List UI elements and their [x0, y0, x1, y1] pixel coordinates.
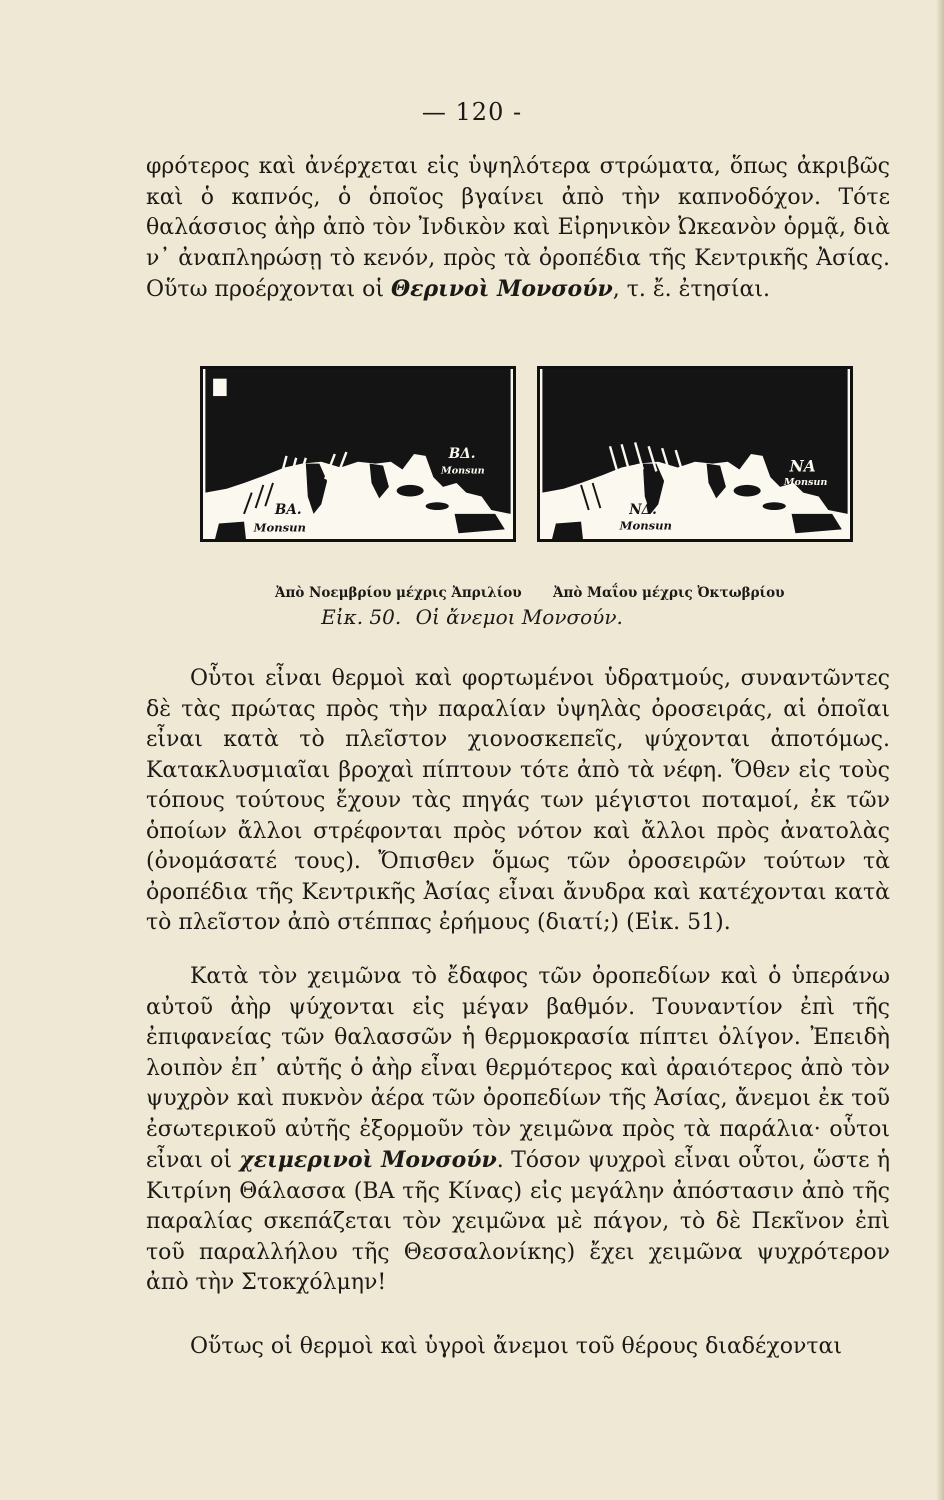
paragraph-4: Οὕτως οἱ θερμοὶ καὶ ὑγροὶ ἄνεμοι τοῦ θέρους διαδέχονται	[190, 1334, 843, 1359]
asia-landmass	[205, 369, 510, 514]
europe-gap	[213, 379, 227, 396]
africa-tip	[552, 522, 583, 539]
indochina	[370, 464, 389, 499]
island	[734, 485, 761, 497]
indochina	[707, 464, 726, 499]
summer-monsoon-map-graphic	[540, 369, 850, 539]
paragraph-3-text-after: . Τόσον ψυχροὶ εἶναι οὗτοι, ὥστε ἡ Κιτρίνη Θάλασσα (ΒΑ τῆς Κίνας) εἰς μεγάλην ἀπόστασιν ἀπὸ τῆς παραλίας σκεπάζεται τὸν χειμῶνα μὲ πάγον, τὸ δὲ Πεκῖνον ἐπὶ τοῦ παραλλήλου τῆς Θεσσαλονίκης) ἔχει χειμῶνα ψυχρότερον ἀπὸ τὴν Στοκχόλμην!	[146, 1148, 890, 1295]
paragraph-3	[146, 962, 890, 1299]
australia	[792, 514, 842, 533]
paragraph-1-text-before: φρότερος καὶ ἀνέρχεται εἰς ὑψηλότερα στρώματα, ὅπως ἀκριβῶς καὶ ὁ καπνός, ὁ ὁποῖος βγαίνει ἀπὸ τὴν καπνοδόχον. Τότε θαλάσσιος ἀὴρ ἀπὸ τὸν Ἰνδικὸν καὶ Εἰρηνικὸν Ὠκεανὸν ὁρμᾷ, διὰ ν᾿ ἀναπληρώσῃ τὸ κενόν, πρὸς τὰ ὀροπέδια τῆς Κεντρικῆς Ἀσίας. Οὕτω προέρχονται οἱ	[146, 154, 890, 302]
island	[763, 502, 786, 510]
right-map-subcaption: Ἀπὸ Μαΐου μέχρις Ὀκτωβρίου	[553, 585, 785, 601]
winter-monsoon-map	[200, 366, 516, 542]
left-map-bottom-label: ΒΑ.	[274, 501, 302, 518]
right-map-top-sublabel: Monsun	[783, 476, 828, 488]
left-map-top-sublabel: Monsun	[441, 465, 485, 477]
africa-tip	[215, 522, 246, 539]
page-edge-shadow	[936, 0, 944, 1500]
figure-caption	[0, 605, 944, 629]
paragraph-1-text-after: , τ. ἔ. ἐτησίαι.	[612, 277, 770, 302]
left-map-top-label: ΒΔ.	[448, 445, 476, 462]
island	[397, 485, 424, 497]
paragraph-1	[146, 152, 890, 306]
figure-number: Εἰκ. 50.	[321, 605, 402, 629]
right-map-top-label: ΝΑ	[789, 456, 816, 476]
summer-monsoon-term: Θερινοὶ Μονσούν	[390, 276, 613, 302]
left-map-bottom-sublabel: Monsun	[253, 520, 306, 535]
winter-monsoon-map-graphic	[203, 369, 513, 539]
right-map-bottom-sublabel: Monsun	[619, 518, 672, 533]
right-map-bottom-label: ΝΔ.	[629, 501, 657, 518]
asia-landmass	[542, 369, 847, 514]
paragraph-2: Οὗτοι εἶναι θερμοὶ καὶ φορτωμένοι ὑδρατμούς, συναντῶντες δὲ τὰς πρώτας πρὸς τὴν παραλίαν ὑψηλὰς ὀροσειράς, αἱ ὁποῖαι εἶναι κατὰ τὸ πλεῖστον χιονοσκεπεῖς, ψύχονται ἀποτόμως. Κατακλυσμιαῖαι βροχαὶ πίπτουν τότε ἀπὸ τὰ νέφη. Ὅθεν εἰς τοὺς τόπους τούτους ἔχουν τὰς πηγάς των μέγιστοι ποταμοί, ἐκ τῶν ὁποίων ἄλλοι στρέφονται πρὸς νότον καὶ ἄλλοι πρὸς ἀνατολὰς (ὀνομάσατέ τους). Ὄπισθεν ὅμως τῶν ὀροσειρῶν τούτων τὰ ὀροπέδια τῆς Κεντρικῆς Ἀσίας εἶναι ἄνυδρα καὶ κατέχονται κατὰ τὸ πλεῖστον ἀπὸ στέππας ἐρήμους (διατί;) (Εἰκ. 51).	[146, 666, 890, 935]
winter-monsoon-term: χειμερινοὶ Μονσούν	[239, 1147, 497, 1173]
australia	[455, 514, 505, 533]
island	[426, 502, 449, 510]
paragraph-3-text-before: Κατὰ τὸν χειμῶνα τὸ ἔδαφος τῶν ὀροπεδίων καὶ ὁ ὑπεράνω αὐτοῦ ἀὴρ ψύχονται εἰς μέγαν βαθμόν. Τουναντίον ἐπὶ τῆς ἐπιφανείας τῶν θαλασσῶν ἡ θερμοκρασία πίπτει ὀλίγον. Ἐπειδὴ λοιπὸν ἐπ᾿ αὐτῆς ὁ ἀὴρ εἶναι θερμότερος καὶ ἀραιότερος ἀπὸ τὸν ψυχρὸν καὶ πυκνὸν ἀέρα τῶν ὀροπεδίων τῆς Ἀσίας, ἄνεμοι ἐκ τοῦ ἐσωτερικοῦ αὐτῆς ἐξορμοῦν τὸν χειμῶνα πρὸς τὰ παράλια· οὗτοι εἶναι οἱ	[146, 964, 890, 1173]
figure-title: Οἱ ἄνεμοι Μονσούν.	[415, 605, 623, 629]
summer-monsoon-map	[537, 366, 853, 542]
india-peninsula	[306, 464, 327, 514]
left-map-subcaption: Ἀπὸ Νοεμβρίου μέχρις Ἀπριλίου	[275, 585, 522, 601]
page-number: — 120 -	[421, 98, 523, 126]
